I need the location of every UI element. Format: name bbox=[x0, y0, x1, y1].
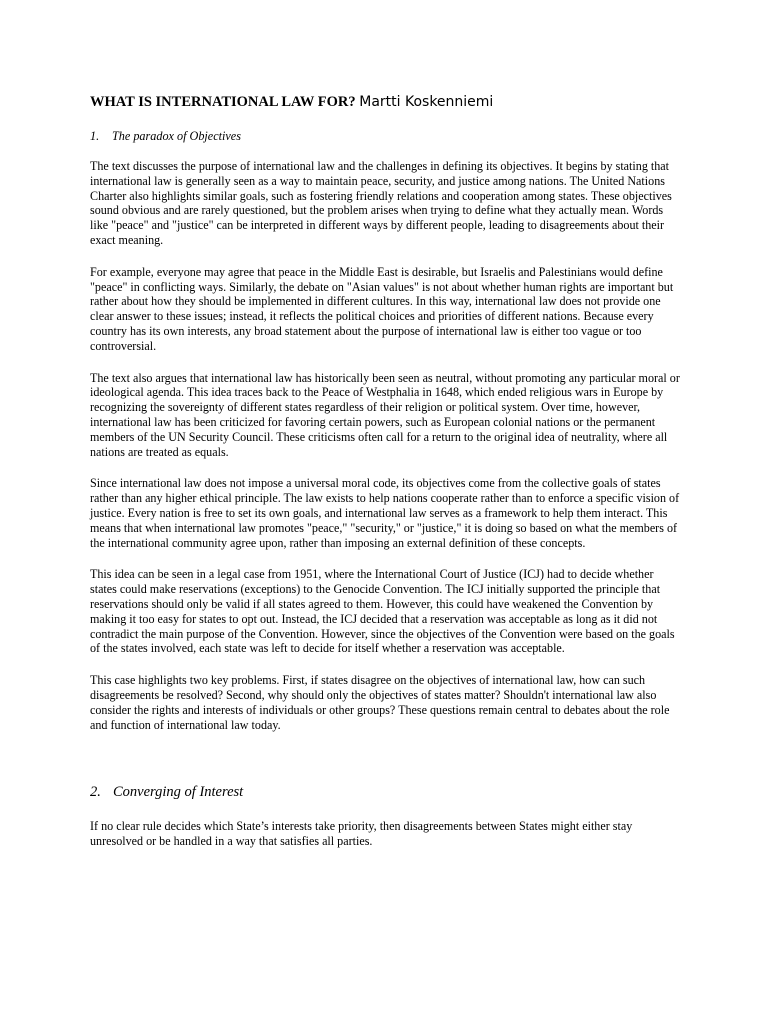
document-title: WHAT IS INTERNATIONAL LAW FOR? bbox=[90, 94, 356, 110]
section-spacer bbox=[90, 749, 680, 783]
section-1-heading bbox=[90, 128, 680, 144]
paragraph-2: For example, everyone may agree that peace in the Middle East is desirable, but Israelis and Palestinians would define "peace" in conflicting ways. Similarly, the debate on "Asian values" is not about whether human rights are important but rather about how they should be implemented in different cultures. In this way, international law does not provide one clear answer to these issues; instead, it reflects the political choices and priorities of different nations. Because every country has its own interests, any broad statement about the purpose of international law is either too vague or too controversial. bbox=[90, 264, 674, 353]
section-2-heading bbox=[90, 783, 680, 801]
document-body bbox=[90, 92, 680, 866]
section-2-number: 2. bbox=[90, 784, 101, 801]
section-2-title: Converging of Interest bbox=[113, 784, 244, 801]
paragraph-3: The text also argues that international law has historically been seen as neutral, without promoting any particular moral or ideological agenda. This idea traces back to the Peace of Westphalia in 1648, which ended religious wars in Europe by recognizing the sovereignty of different states regardless of their religion or political system. Over time, however, international law has been criticized for favoring certain powers, such as European colonial nations or the permanent members of the UN Security Council. These criticisms often call for a return to the original idea of neutrality, where all nations are treated as equals. bbox=[90, 370, 680, 459]
paragraph-5: This idea can be seen in a legal case from 1951, where the International Court of Justice (ICJ) had to decide whether states could make reservations (exceptions) to the Genocide Convention. The ICJ initially supported the principle that reservations should only be valid if all states agreed to them. However, this could have weakened the Convention by making it too easy for states to opt out. Instead, the ICJ decided that a reservation was acceptable as long as it did not contradict the main purpose of the Convention. However, since the objectives of the Convention were based on the goals of the states involved, each state was left to decide for itself whether a reservation was acceptable. bbox=[90, 567, 675, 656]
paragraph-1: The text discusses the purpose of international law and the challenges in defining its objectives. It begins by stating that international law is generally seen as a way to maintain peace, security, and justice among nations. The United Nations Charter also highlights similar goals, such as fostering friendly relations and cooperation among states. These objectives sound obvious and are rarely questioned, but the problem arises when trying to define what they actually mean. Words like "peace" and "justice" can be interpreted in different ways by different people, leading to disagreements about their exact meaning. bbox=[90, 159, 672, 247]
section-1-number: 1. bbox=[90, 129, 100, 143]
document-title-line bbox=[90, 92, 680, 112]
section-2-paragraph: If no clear rule decides which State’s interests take priority, then disagreements between States might either stay unresolved or be handled in a way that satisfies all parties. bbox=[90, 819, 633, 849]
paragraph-4: Since international law does not impose a universal moral code, its objectives come from the collective goals of states rather than any higher ethical principle. The law exists to help nations cooperate rather than to enforce a specific vision of justice. Every nation is free to set its own goals, and international law serves as a framework to help them interact. This means that when international law promotes "peace," "security," or "justice," it is doing so based on what the members of the international community agree upon, rather than imposing an external definition of these concepts. bbox=[90, 476, 680, 550]
document-author: Martti Koskenniemi bbox=[359, 94, 494, 110]
paragraph-6: This case highlights two key problems. First, if states disagree on the objectives of international law, how can such disagreements be resolved? Second, why should only the objectives of states matter? Shouldn't international law also consider the rights and interests of individuals or other groups? These questions remain central to debates about the role and function of international law today. bbox=[90, 673, 670, 732]
section-1-title: The paradox of Objectives bbox=[112, 129, 241, 143]
